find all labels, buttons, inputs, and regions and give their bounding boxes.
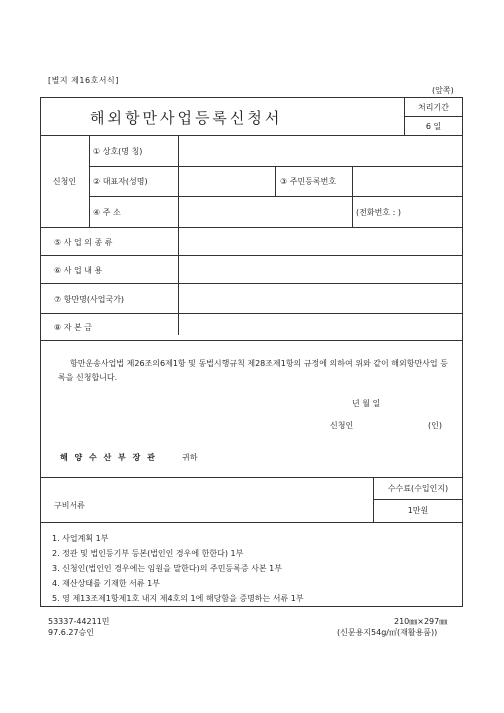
- address-divider: [352, 196, 353, 227]
- resident-number-divider: [352, 166, 353, 196]
- row-line: [40, 227, 463, 228]
- fee-row-line: [373, 499, 463, 500]
- row-line: [40, 135, 463, 136]
- row-line: [40, 313, 463, 314]
- document-item: 4. 재산상태를 기재한 서류 1부: [52, 579, 160, 588]
- applicant-sign-label: 신청인: [330, 421, 354, 430]
- paper-size: 210㎜×297㎜: [394, 617, 448, 626]
- row-line: [40, 477, 463, 478]
- representative-label: ② 대표자(성명): [93, 177, 148, 186]
- address-label: ④ 주 소: [93, 208, 121, 217]
- documents-label: 구비서류: [54, 501, 85, 510]
- row-line: [89, 196, 463, 197]
- row-line: [40, 340, 463, 341]
- processing-period-value: 6 일: [425, 122, 442, 131]
- trade-name-label: ① 상호(명 칭): [93, 147, 143, 156]
- document-item: 2. 정관 및 법인등기부 등본(법인인 경우에 한한다) 1부: [52, 549, 244, 558]
- processing-period-label: 처리기간: [418, 103, 449, 112]
- addressee-suffix: 귀하: [182, 453, 198, 462]
- document-item: 5. 영 제13조제1항제1호 내지 제4호의 1에 해당함을 증명하는 서류 1부: [52, 594, 304, 603]
- document-item: 3. 신청인(법인인 경우에는 임원을 말한다)의 주민등록증 사본 1부: [52, 564, 282, 573]
- form-code: 53337-44211민: [48, 617, 110, 626]
- label-column-divider: [178, 135, 179, 335]
- row-line: [40, 255, 463, 256]
- date-line: 년 월 일: [352, 399, 381, 408]
- row-line: [40, 283, 463, 284]
- port-name-label: ⑦ 항만명(사업국가): [54, 295, 125, 304]
- paper-type: (신문용지54g/㎡(재활용품)): [337, 628, 438, 637]
- representative-divider: [275, 166, 276, 196]
- form-number: [별지 제16호서식]: [48, 76, 119, 85]
- application-statement: 항만운송사업법 제26조의6제1항 및 동법시행규칙 제28조제1항의 규정에 의하여 위와 같이 해외항만사업 등록을 신청합니다.: [58, 359, 448, 382]
- row-line: [40, 522, 463, 523]
- processing-divider: [404, 116, 463, 117]
- capital-label: ⑧ 자 본 금: [54, 323, 92, 332]
- application-form: [40, 97, 463, 607]
- applicant-section-label: 신청인: [52, 177, 77, 186]
- business-content-label: ⑥ 사 업 내 용: [54, 266, 103, 275]
- business-type-label: ⑤ 사 업 의 종 류: [54, 238, 113, 247]
- row-line: [89, 166, 463, 167]
- addressee-name: 해 양 수 산 부 장 관: [60, 453, 157, 462]
- resident-number-label: ③ 주민등록번호: [280, 177, 337, 186]
- fee-label: 수수료(수입인지): [387, 484, 449, 493]
- form-title: 해외항만사업등록신청서: [90, 109, 283, 127]
- phone-label: (전화번호 : ): [356, 208, 401, 217]
- page-side-note: (앞쪽): [432, 86, 454, 95]
- fee-value: 1만원: [407, 506, 429, 515]
- approval-date: 97.6.27승인: [48, 628, 94, 637]
- applicant-divider: [89, 135, 90, 227]
- seal-mark: (인): [428, 421, 442, 430]
- document-item: 1. 사업계획 1부: [52, 534, 109, 543]
